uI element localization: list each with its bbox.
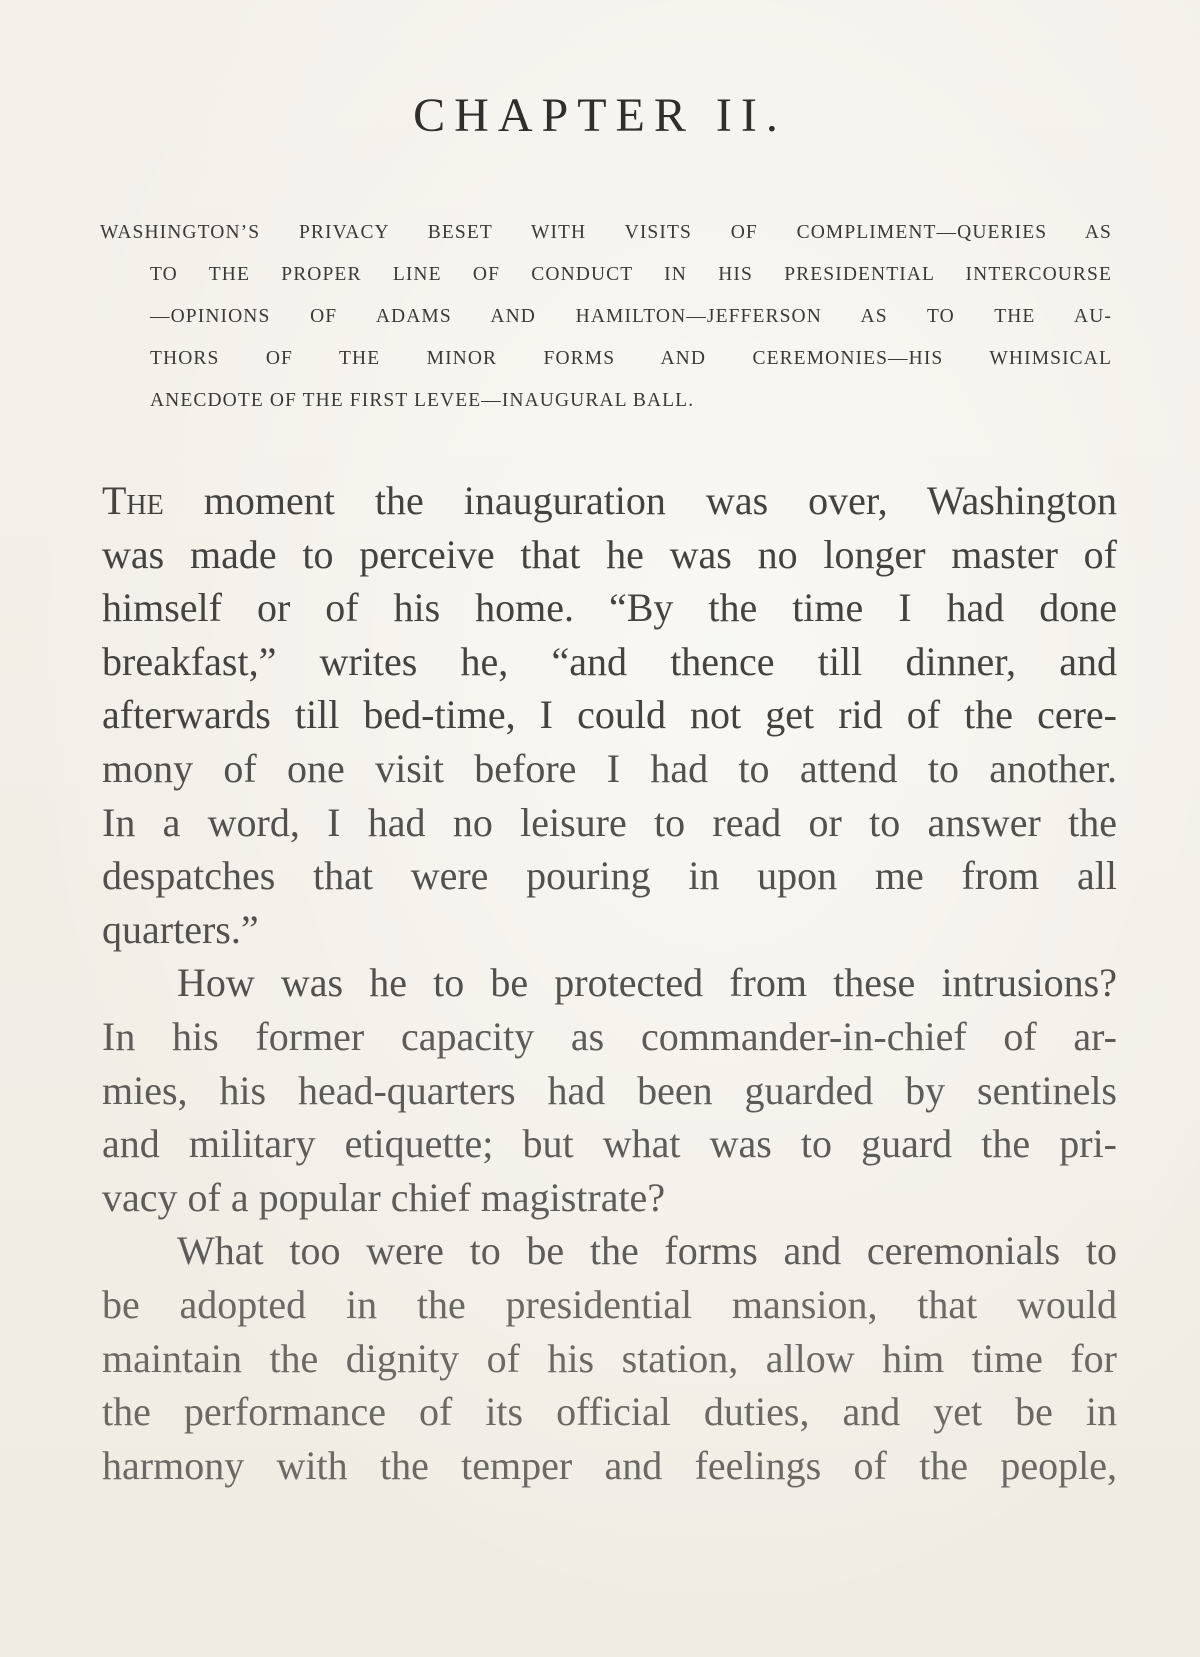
line-text: moment the inauguration was over, Washington xyxy=(163,478,1117,523)
paragraph-line: harmony with the temper and feelings of the people, xyxy=(102,1442,1117,1488)
paragraph-line: the performance of its official duties, and yet be in xyxy=(102,1389,1117,1435)
paragraph-line: mony of one visit before I had to attend to another. xyxy=(102,745,1117,791)
summary-line: ANECDOTE OF THE FIRST LEVEE—INAUGURAL BALL. xyxy=(150,390,695,411)
paragraph-line: vacy of a popular chief magistrate? xyxy=(102,1174,666,1220)
paragraph-line: mies, his head-quarters had been guarded by sentinels xyxy=(102,1067,1117,1113)
summary-line: —OPINIONS OF ADAMS AND HAMILTON—JEFFERSON AS TO THE AU- xyxy=(150,306,1112,327)
paragraph-line: be adopted in the presidential mansion, that would xyxy=(102,1281,1117,1327)
paragraph-line: How was he to be protected from these intrusions? xyxy=(177,960,1117,1006)
first-word: The xyxy=(102,478,164,523)
paragraph-line: himself or of his home. “By the time I had done xyxy=(102,585,1117,631)
summary-line: TO THE PROPER LINE OF CONDUCT IN HIS PRESIDENTIAL INTERCOURSE xyxy=(150,264,1112,285)
paragraph-line: In a word, I had no leisure to read or to answer the xyxy=(102,799,1117,845)
paragraph-line: breakfast,” writes he, “and thence till dinner, and xyxy=(102,638,1117,684)
paragraph-line: maintain the dignity of his station, allow him time for xyxy=(102,1335,1117,1381)
body-text xyxy=(102,474,1117,1492)
paragraph-line: What too were to be the forms and ceremonials to xyxy=(177,1228,1117,1274)
chapter-title: CHAPTER II. xyxy=(413,89,787,142)
paragraph-line: afterwards till bed-time, I could not get rid of the cere- xyxy=(102,692,1117,738)
chapter-summary xyxy=(100,212,1112,422)
paragraph-line: was made to perceive that he was no longer master of xyxy=(102,531,1117,577)
paragraph-line: and military etiquette; but what was to guard the pri- xyxy=(102,1121,1117,1167)
summary-line: THORS OF THE MINOR FORMS AND CEREMONIES—HIS WHIMSICAL xyxy=(150,348,1112,369)
summary-line: WASHINGTON’S PRIVACY BESET WITH VISITS OF COMPLIMENT—QUERIES AS xyxy=(100,222,1112,243)
paragraph-line xyxy=(102,474,1117,528)
paragraph-line: In his former capacity as commander-in-chief of ar- xyxy=(102,1013,1117,1059)
paragraph-line: quarters.” xyxy=(102,906,259,952)
paragraph-line: despatches that were pouring in upon me from all xyxy=(102,853,1117,899)
